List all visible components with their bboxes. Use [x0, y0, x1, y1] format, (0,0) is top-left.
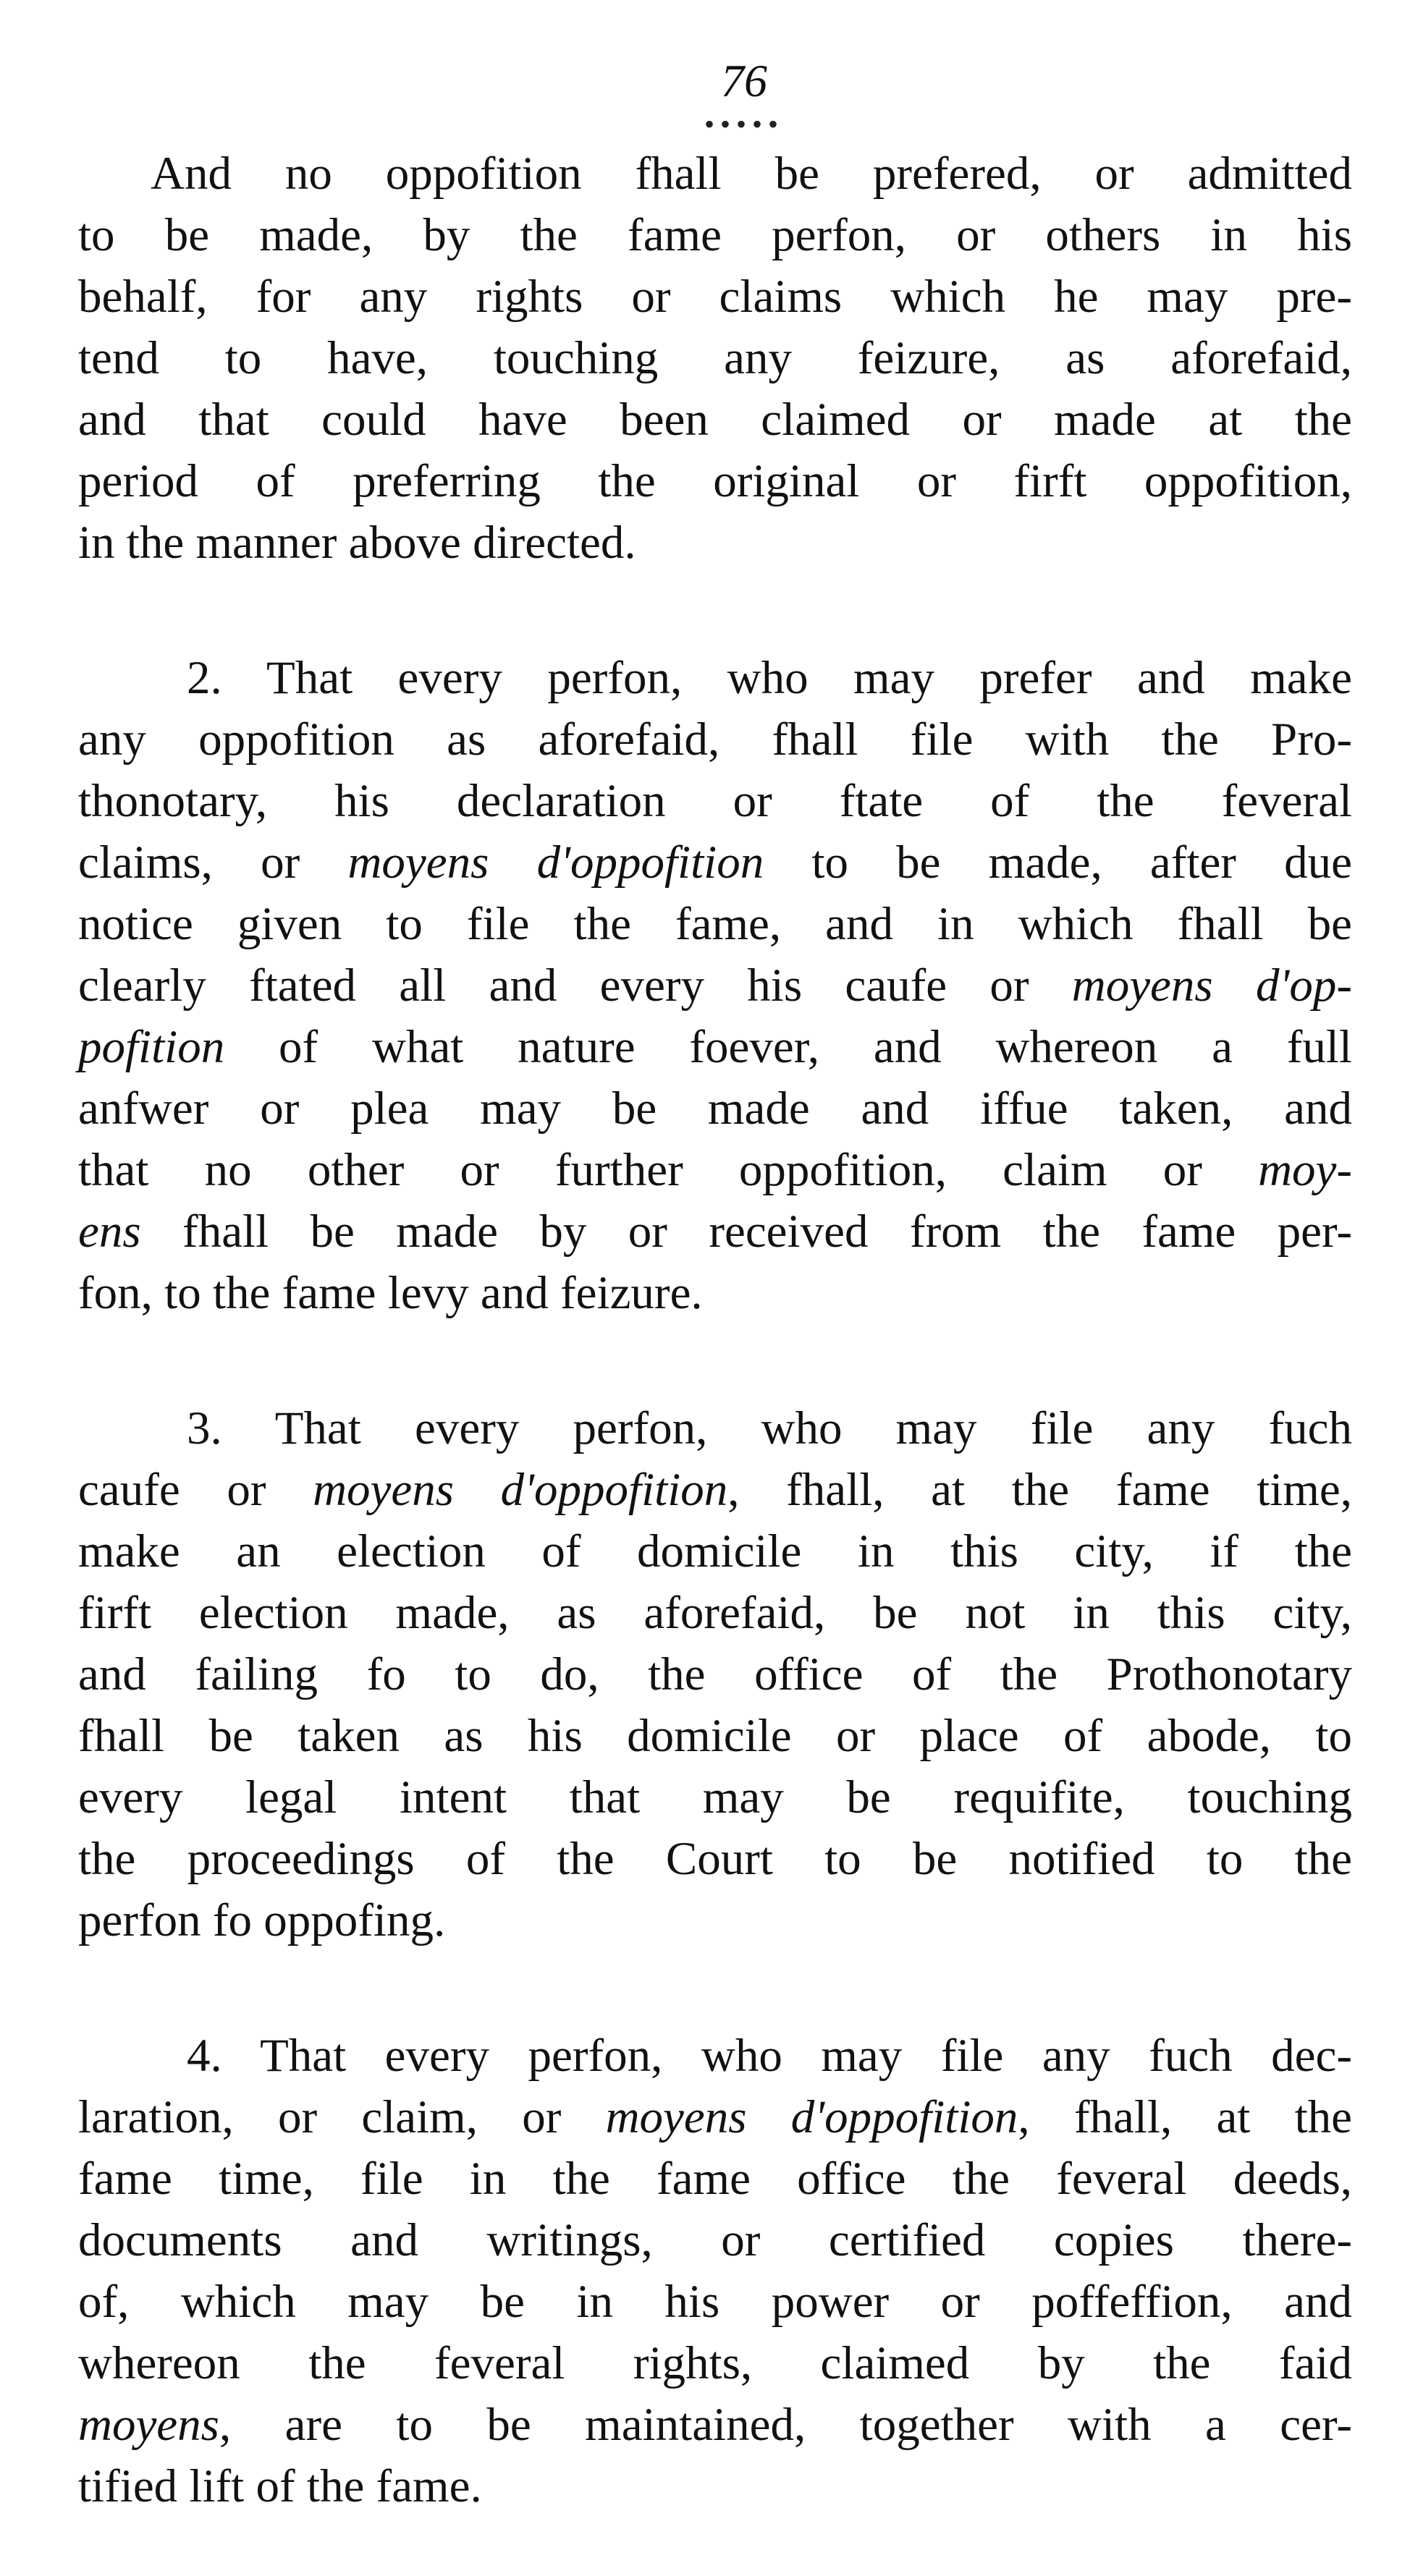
text-line: moyens, are to be maintained, together with a cer- [78, 2399, 1352, 2451]
document-page [78, 55, 1353, 2517]
text-line: 2. That every perfon, who may prefer and make [187, 652, 1352, 704]
text-line: period of preferring the original or firft oppofition, [78, 455, 1352, 507]
paragraph-4 [78, 2025, 1352, 2517]
text-line: laration, or claim, or moyens d'oppofition, fhall, at the [78, 2091, 1352, 2143]
paragraph-gap [78, 574, 1352, 648]
text-line: and failing fo to do, the office of the Prothonotary [78, 1648, 1352, 1700]
text-line: every legal intent that may be requifite, touching [78, 1771, 1352, 1823]
text-line: fon, to the fame levy and feizure. [78, 1267, 703, 1319]
text-line: And no oppofition fhall be prefered, or admitted [151, 148, 1352, 200]
page-number: 76 [721, 55, 767, 106]
text-line: that no other or further oppofition, claim or moy- [78, 1144, 1352, 1196]
paragraph-gap [78, 1324, 1352, 1398]
text-line: clearly ftated all and every his caufe or moyens d'op- [78, 959, 1352, 1012]
text-line: firft election made, as aforefaid, be not in this city, [78, 1587, 1352, 1639]
paragraph-1 [78, 143, 1352, 574]
text-line: whereon the feveral rights, claimed by the faid [78, 2337, 1352, 2389]
text-line: documents and writings, or certified copies there- [78, 2214, 1352, 2266]
text-line: ens fhall be made by or received from the fame per- [78, 1206, 1352, 1258]
text-line: anfwer or plea may be made and iffue taken, and [78, 1082, 1352, 1135]
paragraph-3 [78, 1398, 1352, 1952]
text-line: make an election of domicile in this city, if the [78, 1525, 1352, 1577]
paragraph-2 [78, 648, 1352, 1324]
text-line: fame time, file in the fame office the feveral deeds, [78, 2153, 1352, 2205]
text-line: 3. That every perfon, who may file any fuch [187, 1402, 1352, 1454]
text-line: tified lift of the fame. [78, 2460, 482, 2512]
text-line: caufe or moyens d'oppofition, fhall, at the fame time, [78, 1464, 1353, 1516]
text-line: in the manner above directed. [78, 517, 636, 569]
text-line: behalf, for any rights or claims which he may pre- [78, 271, 1352, 323]
text-line: claims, or moyens d'oppofition to be made, after due [78, 836, 1352, 889]
text-line: pofition of what nature foever, and whereon a full [78, 1021, 1352, 1073]
paragraph-gap [78, 1952, 1352, 2025]
text-line: any oppofition as aforefaid, fhall file with the Pro- [78, 713, 1352, 766]
text-line: to be made, by the fame perfon, or others in his [78, 209, 1352, 261]
text-line: fhall be taken as his domicile or place of abode, to [78, 1710, 1352, 1762]
text-line: thonotary, his declaration or ftate of the feveral [78, 775, 1352, 827]
text-line: the proceedings of the Court to be notified to the [78, 1833, 1352, 1885]
text-line: and that could have been claimed or made at the [78, 394, 1352, 446]
ornament-dots: ••••• [704, 108, 785, 140]
text-line: of, which may be in his power or poffeffion, and [78, 2276, 1352, 2328]
text-line: 4. That every perfon, who may file any fuch dec- [187, 2030, 1352, 2082]
text-line: notice given to file the fame, and in which fhall be [78, 898, 1352, 950]
body-text [78, 143, 1352, 2517]
text-line: tend to have, touching any feizure, as aforefaid, [78, 332, 1352, 384]
text-line: perfon fo oppofing. [78, 1894, 446, 1946]
